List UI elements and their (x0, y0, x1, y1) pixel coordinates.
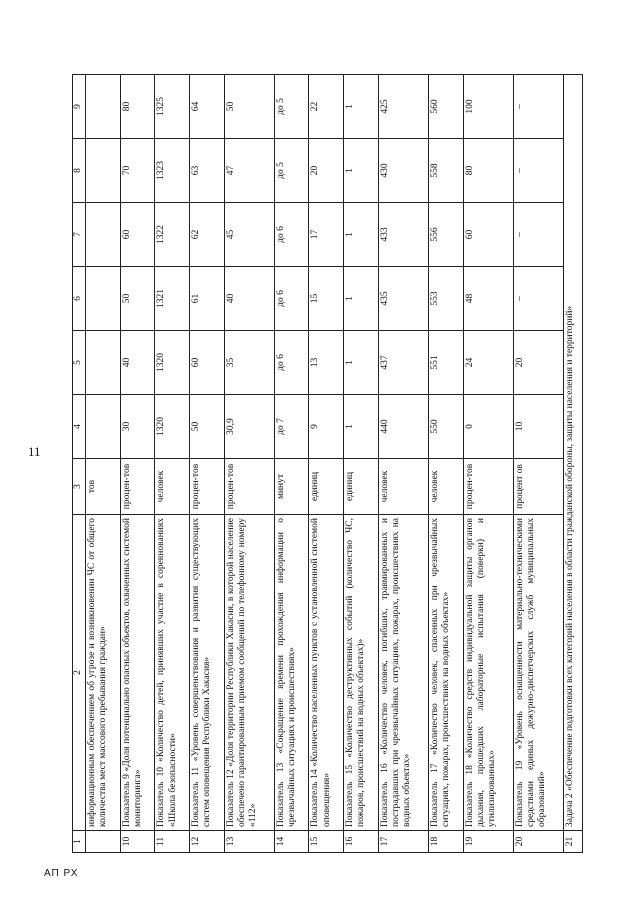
value-cell: до 6 (274, 203, 309, 267)
row-number: 19 (463, 831, 513, 853)
value-cell: 0 (463, 395, 513, 459)
indicator-description: Показатель 19 «Уровень оснащенности материально-техническими средствами единых дежурно-диспетчерских служб муниципальных образований» (513, 515, 563, 831)
table-row (428, 75, 463, 853)
value-cell: 1 (344, 395, 379, 459)
indicator-description: информационным обеспечением об угрозе и возникновении ЧС от общего количества мест массового пребывания граждан» (86, 515, 121, 831)
value-cell: 556 (428, 203, 463, 267)
header-cell: 4 (73, 395, 86, 459)
row-number: 21 (563, 831, 583, 853)
unit-cell: человек (428, 459, 463, 515)
value-cell: 17 (309, 203, 344, 267)
value-cell: 100 (463, 75, 513, 139)
value-cell: 550 (428, 395, 463, 459)
indicator-description: Показатель 18 «Количество средств индивидуальной защиты органов дыхания, прошедших лабораторные испытания (поверки) и утилизированных» (463, 515, 513, 831)
table-row (344, 75, 379, 853)
table-row (274, 75, 309, 853)
value-cell: до 7 (274, 395, 309, 459)
unit-cell: единиц (344, 459, 379, 515)
row-number: 13 (224, 831, 274, 853)
indicator-description: Показатель 11 «Уровень совершенствования и развития существующих систем оповещения Республики Хакасия» (190, 515, 225, 831)
indicator-description: Показатель 10 «Количество детей, принявших участие в соревнованиях «Школа безопасности» (155, 515, 190, 831)
rotated-table-container (72, 75, 583, 853)
table-row (190, 75, 225, 853)
value-cell: 560 (428, 75, 463, 139)
header-cell: 6 (73, 267, 86, 331)
indicator-description: Показатель 12 «Доля территории Республики Хакасия, в которой население обеспечено гарантированным приемом сообщений по телефонному номеру «112» (224, 515, 274, 831)
indicators-table (72, 74, 583, 853)
value-cell: – (513, 75, 563, 139)
value-cell: 1 (344, 331, 379, 395)
value-cell: 45 (224, 203, 274, 267)
header-cell: 1 (73, 831, 86, 853)
value-cell: 50 (120, 267, 155, 331)
value-cell: 1320 (155, 331, 190, 395)
value-cell: 80 (120, 75, 155, 139)
indicator-description: Показатель 13 «Сокращение времени прохождения информации о чрезвычайных ситуациях и происшествиях» (274, 515, 309, 831)
table-row-continuation (86, 75, 121, 853)
value-cell: 1323 (155, 139, 190, 203)
value-cell: 1325 (155, 75, 190, 139)
indicator-description: Показатель 15 «Количество деструктивных событий (количество ЧС, пожаров, происшествий на водных объектах)» (344, 515, 379, 831)
value-cell: 35 (224, 331, 274, 395)
value-cell: 9 (309, 395, 344, 459)
value-cell: 40 (224, 267, 274, 331)
row-number: 16 (344, 831, 379, 853)
value-cell: 30,9 (224, 395, 274, 459)
value-cell: 60 (120, 203, 155, 267)
value-cell: 1 (344, 139, 379, 203)
unit-cell: тов (86, 459, 121, 515)
value-cell: 30 (120, 395, 155, 459)
value-cell: до 5 (274, 139, 309, 203)
row-number: 12 (190, 831, 225, 853)
value-cell: – (513, 139, 563, 203)
value-cell: 22 (309, 75, 344, 139)
value-cell: 64 (190, 75, 225, 139)
row-number: 14 (274, 831, 309, 853)
unit-cell: человек (378, 459, 428, 515)
value-cell: 15 (309, 267, 344, 331)
value-cell: 62 (190, 203, 225, 267)
header-row (73, 75, 86, 853)
value-cell: 440 (378, 395, 428, 459)
value-cell: 553 (428, 267, 463, 331)
value-cell: – (513, 203, 563, 267)
unit-cell: процен-тов (190, 459, 225, 515)
table-row (513, 75, 563, 853)
header-cell: 2 (73, 515, 86, 831)
value-cell: 1 (344, 75, 379, 139)
header-cell: 8 (73, 139, 86, 203)
row-number: 18 (428, 831, 463, 853)
row-number: 15 (309, 831, 344, 853)
value-cell: до 5 (274, 75, 309, 139)
value-cell: 558 (428, 139, 463, 203)
row-number: 17 (378, 831, 428, 853)
value-cell: 50 (224, 75, 274, 139)
value-cell: 20 (309, 139, 344, 203)
unit-cell: процен-тов (120, 459, 155, 515)
unit-cell: единиц (309, 459, 344, 515)
header-cell: 3 (73, 459, 86, 515)
row-number: 10 (120, 831, 155, 853)
unit-cell: минут (274, 459, 309, 515)
value-cell: 1 (344, 267, 379, 331)
value-cell: 63 (190, 139, 225, 203)
value-cell: 1 (344, 203, 379, 267)
value-cell: 551 (428, 331, 463, 395)
value-cell: 60 (463, 203, 513, 267)
value-cell: 1322 (155, 203, 190, 267)
value-cell: 24 (463, 331, 513, 395)
unit-cell: человек (155, 459, 190, 515)
indicator-description: Показатель 17 «Количество человек, спасенных при чрезвычайных ситуациях, пожарах, происшествиях на водных объектах» (428, 515, 463, 831)
value-cell: 10 (513, 395, 563, 459)
table-row (463, 75, 513, 853)
value-cell: 435 (378, 267, 428, 331)
unit-cell: процен-тов (224, 459, 274, 515)
task-heading: Задача 2 «Обеспечение подготовки всех категорий населения в области гражданской обороны, защиты населения и территорий» (563, 75, 583, 831)
indicator-description: Показатель 9 «Доля потенциально опасных объектов, охваченных системой мониторинга» (120, 515, 155, 831)
value-cell: 70 (120, 139, 155, 203)
value-cell: 60 (190, 331, 225, 395)
value-cell: до 6 (274, 331, 309, 395)
value-cell: 48 (463, 267, 513, 331)
value-cell: – (513, 267, 563, 331)
value-cell: 1320 (155, 395, 190, 459)
value-cell: 425 (378, 75, 428, 139)
page-number: 11 (28, 444, 41, 459)
header-cell: 9 (73, 75, 86, 139)
table-row (155, 75, 190, 853)
value-cell: 430 (378, 139, 428, 203)
value-cell: 437 (378, 331, 428, 395)
value-cell: 61 (190, 267, 225, 331)
indicator-description: Показатель 14 «Количество населенных пунктов с установленной системой оповещения» (309, 515, 344, 831)
value-cell: 47 (224, 139, 274, 203)
value-cell: 20 (513, 331, 563, 395)
table-row (378, 75, 428, 853)
value-cell: 1321 (155, 267, 190, 331)
unit-cell: процент ов (513, 459, 563, 515)
header-cell: 7 (73, 203, 86, 267)
indicator-description: Показатель 16 «Количество человек, погибших, травмированных и пострадавших при чрезвычайных ситуациях, пожарах, происшествиях на водных объектах» (378, 515, 428, 831)
row-number: 11 (155, 831, 190, 853)
value-cell: 13 (309, 331, 344, 395)
table-row (224, 75, 274, 853)
value-cell: 433 (378, 203, 428, 267)
table-row (309, 75, 344, 853)
value-cell: 80 (463, 139, 513, 203)
header-cell: 5 (73, 331, 86, 395)
value-cell: 40 (120, 331, 155, 395)
footer-mark: АП РХ (44, 868, 79, 879)
value-cell: 50 (190, 395, 225, 459)
table-row (120, 75, 155, 853)
task-row (563, 75, 583, 853)
row-number: 20 (513, 831, 563, 853)
value-cell: до 6 (274, 267, 309, 331)
unit-cell: процен-тов (463, 459, 513, 515)
